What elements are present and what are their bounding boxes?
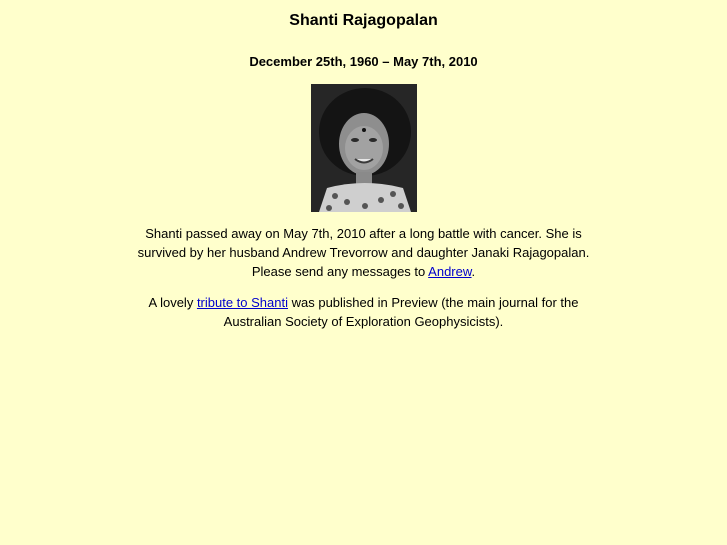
tribute-text-start: A lovely bbox=[148, 295, 197, 310]
andrew-link[interactable]: Andrew bbox=[428, 264, 472, 279]
tribute-paragraph bbox=[134, 281, 594, 331]
obituary-text-end: . bbox=[471, 264, 476, 279]
tribute-link[interactable]: tribute to Shanti bbox=[196, 295, 288, 310]
portrait-photo bbox=[311, 84, 417, 212]
obituary-text: Shanti passed away on May 7th, 2010 after a long battle with cancer. She is survived by her husband Andrew Trevorrow and daughter Janaki Rajagopalan. Please send any messages to bbox=[137, 226, 590, 279]
portrait-image bbox=[311, 84, 417, 212]
obituary-paragraph bbox=[134, 212, 594, 281]
page-title: Shanti Rajagopalan bbox=[289, 12, 438, 29]
life-dates: December 25th, 1960 – May 7th, 2010 bbox=[249, 54, 478, 69]
tribute-text-end: was published in Preview (the main journal for the Australian Society of Exploration Geophysicists). bbox=[223, 295, 579, 329]
